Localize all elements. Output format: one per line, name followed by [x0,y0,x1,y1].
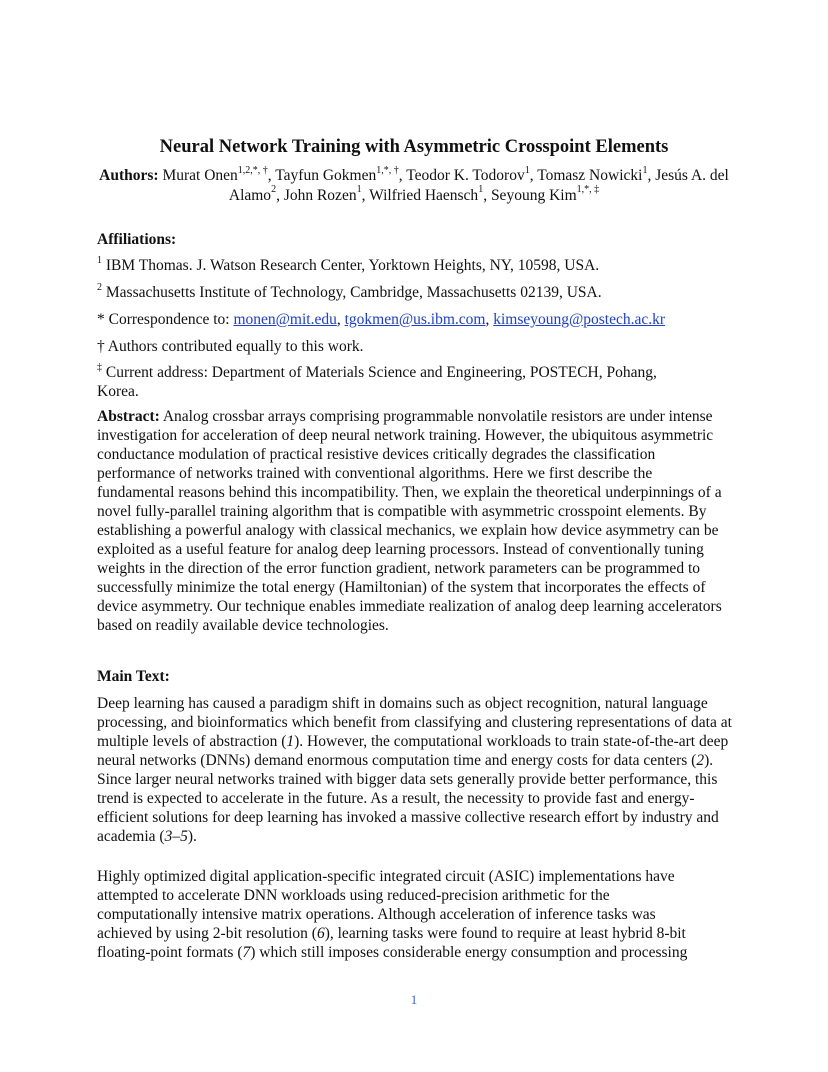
author-separator: , [361,186,370,204]
author-affiliation-mark: 1,2,*, † [237,164,268,176]
author-affiliation-mark: 1 [356,184,362,196]
citation-number: 6 [316,925,325,942]
author-separator: , [647,167,656,184]
current-address-note [97,363,697,401]
author-separator: , [398,167,407,184]
current-address-text: Current address: Department of Materials Science and Engineering, POSTECH, Pohang, Korea. [97,364,657,400]
citation-number: 1 [286,733,295,750]
author-separator: , [483,186,491,204]
author-name: Tayfun Gokmen [275,167,377,184]
affiliation-text: Massachusetts Institute of Technology, Cambridge, Massachusetts 02139, USA. [102,284,602,301]
author-affiliation-mark: 1,*, † [376,164,399,176]
authors-label: Authors: [99,167,159,184]
affiliation-mark: 2 [97,281,102,293]
email-link-kimseyoung[interactable]: kimseyoung@postech.ac.kr [493,311,666,328]
author-name: Jesús A. del Alamo [228,167,729,204]
paragraph-text: ). Since larger neural networks trained with bigger data sets generally provide better performance, this trend is expected to accelerate in the future. As a result, the necessity to provide fast and energy-efficient solutions for deep learning has invoked a massive collective research effort by industry and academia ( [97,752,719,845]
paper-title: Neural Network Training with Asymmetric Crosspoint Elements [159,137,669,157]
abstract [97,407,725,635]
correspondence-label: * Correspondence to: [97,311,234,328]
current-address-mark: ‡ [97,361,102,373]
author-name: Seyoung Kim [490,186,577,204]
email-link-tgokmen[interactable]: tgokmen@us.ibm.com [344,311,486,328]
affiliation-2 [97,283,737,302]
author-name: Murat Onen [162,167,238,184]
author-affiliation-mark: 1,*, ‡ [576,184,600,196]
author-list [97,166,731,205]
author-affiliation-mark: 1 [642,164,648,176]
affiliation-text: IBM Thomas. J. Watson Research Center, Yorktown Heights, NY, 10598, USA. [102,257,600,274]
abstract-label: Abstract: [97,408,160,425]
email-separator: , [336,311,345,328]
paragraph-text: ). However, the computational workloads to train state-of-the-art deep neural networks (DNNs) demand enormous computation time and energy costs for data centers ( [97,733,729,769]
main-text-paragraph-1 [97,694,733,846]
equal-contribution-note: † Authors contributed equally to this work. [97,338,364,355]
correspondence [97,310,737,329]
author-separator: , [529,167,538,184]
author-separator: , [267,167,276,184]
main-text-heading: Main Text: [97,668,170,685]
author-affiliation-mark: 1 [524,164,530,176]
affiliations-heading: Affiliations: [97,231,177,248]
author-affiliation-mark: 1 [478,184,484,196]
affiliation-mark: 1 [97,254,102,266]
author-affiliation-mark: 2 [271,184,277,196]
email-separator: , [485,311,494,328]
authors-names [162,164,729,204]
paragraph-text: Highly optimized digital application-specific integrated circuit (ASIC) implementations have attempted to accelerate DNN workloads using reduced-precision arithmetic for the computationally intensive matrix operations. Although acceleration of inference tasks was achieved by using 2-bit resolution ( [97,868,675,942]
abstract-text: Analog crossbar arrays comprising programmable nonvolatile resistors are under intense investigation for acceleration of deep neural network training. However, the ubiquitous asymmetric conductance modulation of practical resistive devices critically degrades the classification performance of networks trained with conventional algorithms. Here we first describe the fundamental reasons behind this incompatibility. Then, we explain the theoretical underpinnings of a novel fully-parallel training algorithm that is compatible with asymmetric crosspoint elements. By establishing a powerful analogy with classical mechanics, we explain how device asymmetry can be exploited as a useful feature for analog deep learning processors. Instead of conventionally tuning weights in the direction of the error function gradient, network parameters can be programmed to successfully minimize the total energy (Hamiltonian) of the system that incorporates the effects of device asymmetry. Our technique enables immediate realization of analog deep learning accelerators based on readily available device technologies. [97,408,722,634]
email-link-monen[interactable]: monen@mit.edu [233,311,337,328]
author-separator: , [276,186,284,204]
author-name: Teodor K. Todorov [406,167,525,184]
page-number: 1 [410,992,418,1007]
citation-number: 2 [696,752,705,769]
paragraph-text: Deep learning has caused a paradigm shift in domains such as object recognition, natural language processing, and bioinformatics which benefit from classifying and clustering representations of data at multiple levels of abstraction ( [97,695,732,750]
citation-number: 7 [242,944,251,961]
paragraph-text: ) which still imposes considerable energy consumption and processing [250,944,688,961]
affiliation-1 [97,256,737,275]
author-name: John Rozen [283,186,357,204]
citation-number: 3–5 [164,828,188,845]
author-name: Wilfried Haensch [369,186,479,204]
main-text-paragraph-2 [97,867,709,962]
author-name: Tomasz Nowicki [537,167,643,184]
paragraph-text: ), learning tasks were found to require at least hybrid 8-bit floating-point formats ( [97,925,686,961]
paragraph-text: ). [187,828,197,845]
